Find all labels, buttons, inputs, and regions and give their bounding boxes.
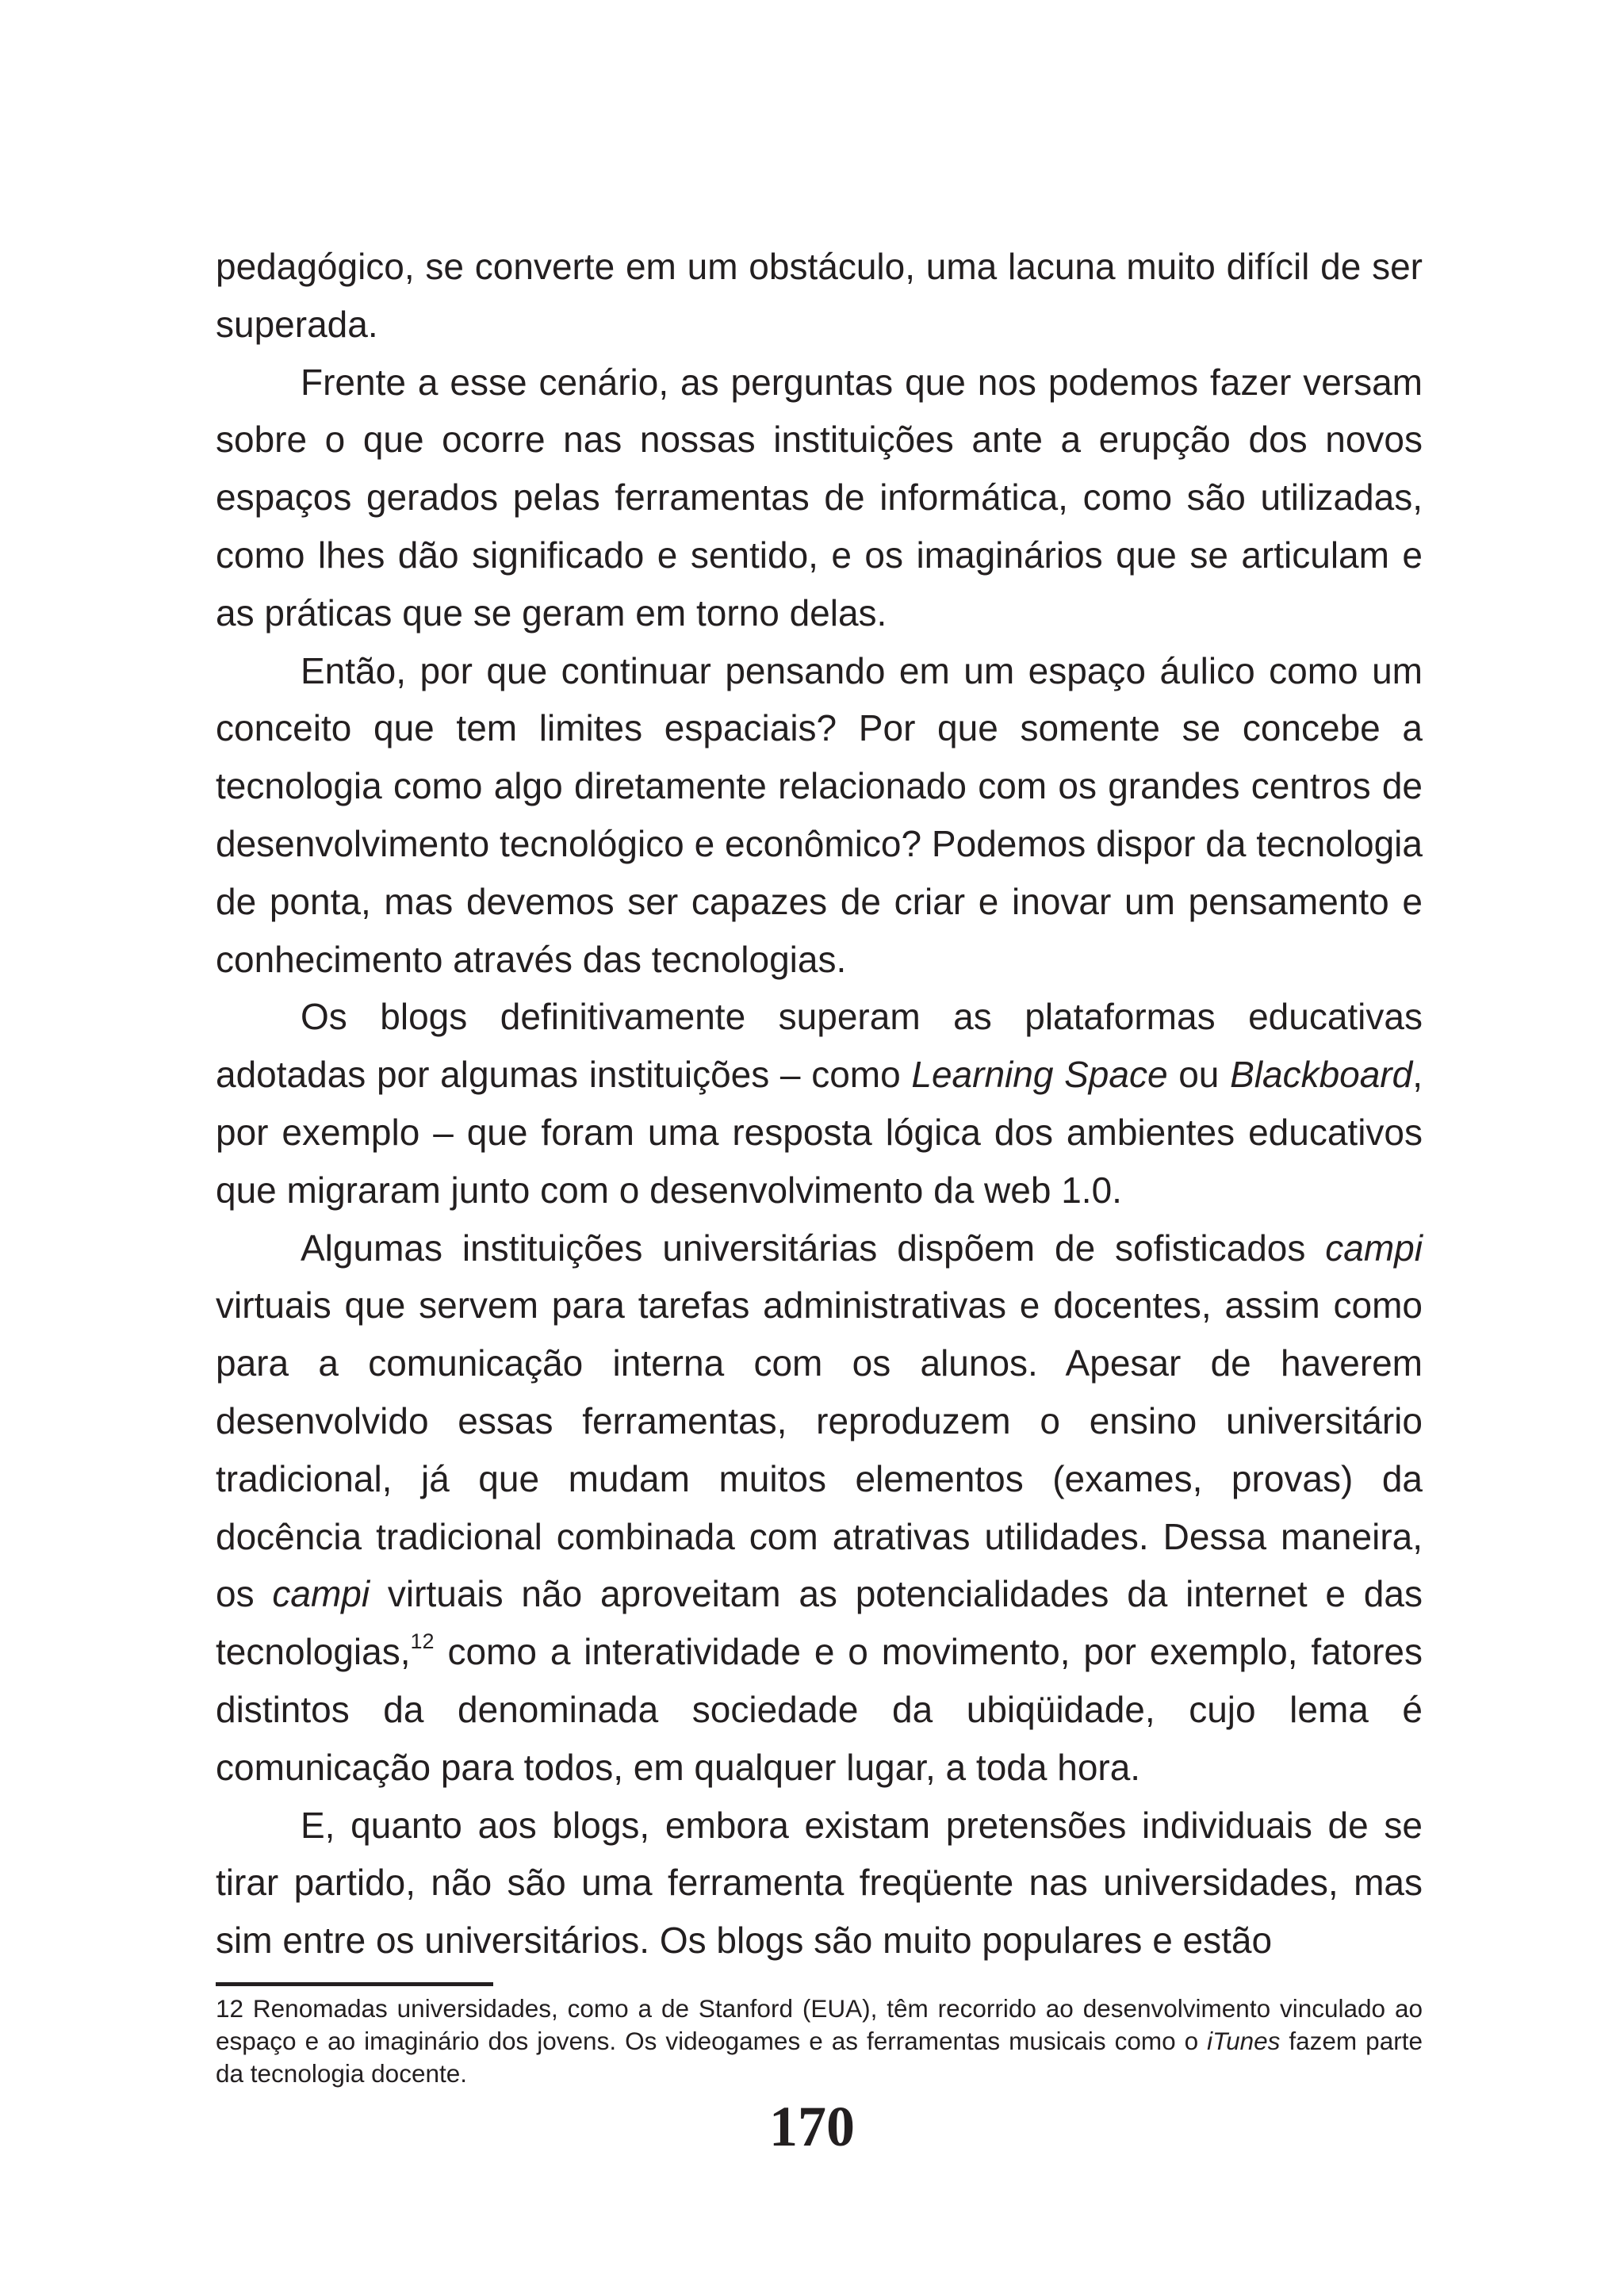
paragraph-5-text-c: virtuais não aproveitam as potencialidades da internet e das tecnologias, <box>216 1573 1423 1673</box>
footnote-text-b: fazem parte da tecnologia docente. <box>216 2027 1423 2088</box>
campi-term-1: campi <box>1325 1227 1423 1269</box>
paragraph-4-text-b: ou <box>1167 1054 1231 1096</box>
body-text <box>216 238 1423 1970</box>
footnote-divider <box>216 1982 493 1986</box>
paragraph-5-text-b: virtuais que servem para tarefas administrativas e docentes, assim como para a comunicação interna com os alunos. Apesar de haverem desenvolvido essas ferramentas, reproduzem o ensino universitário tradicional, já que mudam muitos elementos (exames, provas) da docência tradicional combinada com atrativas utilidades. Dessa maneira, os <box>216 1284 1423 1615</box>
footnote-12 <box>216 1993 1423 2090</box>
paragraph-4-text-a: Os blogs definitivamente superam as plataformas educativas adotadas por algumas instituições – como <box>216 996 1423 1096</box>
paragraph-2: Frente a esse cenário, as perguntas que nos podemos fazer versam sobre o que ocorre nas nossas instituições ante a erupção dos novos espaços gerados pelas ferramentas de informática, como são utilizadas, como lhes dão significado e sentido, e os imaginários que se articulam e as práticas que se geram em torno delas. <box>216 361 1423 634</box>
paragraph-5 <box>216 1219 1423 1797</box>
learning-space-term: Learning Space <box>911 1054 1168 1096</box>
paragraph-4-text-c: , por exemplo – que foram uma resposta lógica dos ambientes educativos que migraram junto com o desenvolvimento da web 1.0. <box>216 1054 1423 1211</box>
footnote-text-a: 12 Renomadas universidades, como a de Stanford (EUA), têm recorrido ao desenvolvimento vinculado ao espaço e ao imaginário dos jovens. Os videogames e as ferramentas musicais como o <box>216 1994 1423 2055</box>
footnote-reference: 12 <box>410 1629 435 1653</box>
itunes-term: iTunes <box>1207 2027 1281 2055</box>
paragraph-6: E, quanto aos blogs, embora existam pretensões individuais de se tirar partido, não são uma ferramenta freqüente nas universidades, mas sim entre os universitários. Os blogs são muito populares e estão <box>216 1804 1423 1962</box>
paragraph-5-text-d: como a interatividade e o movimento, por exemplo, fatores distintos da denominada sociedade da ubiqüidade, cujo lema é comunicação para todos, em qualquer lugar, a toda hora. <box>216 1631 1423 1788</box>
paragraph-1: pedagógico, se converte em um obstáculo, uma lacuna muito difícil de ser superada. <box>216 246 1423 345</box>
paragraph-5-text-a: Algumas instituições universitárias dispõem de sofisticados <box>301 1227 1326 1269</box>
paragraph-3: Então, por que continuar pensando em um espaço áulico como um conceito que tem limites espaciais? Por que somente se concebe a tecnologia como algo diretamente relacionado com os grandes centros de desenvolvimento tecnológico e econômico? Podemos dispor da tecnologia de ponta, mas devemos ser capazes de criar e inovar um pensamento e conhecimento através das tecnologias. <box>216 649 1423 980</box>
paragraph-4 <box>216 988 1423 1219</box>
page-number: 170 <box>769 2095 855 2158</box>
campi-term-2: campi <box>272 1573 370 1615</box>
blackboard-term: Blackboard <box>1230 1054 1413 1096</box>
